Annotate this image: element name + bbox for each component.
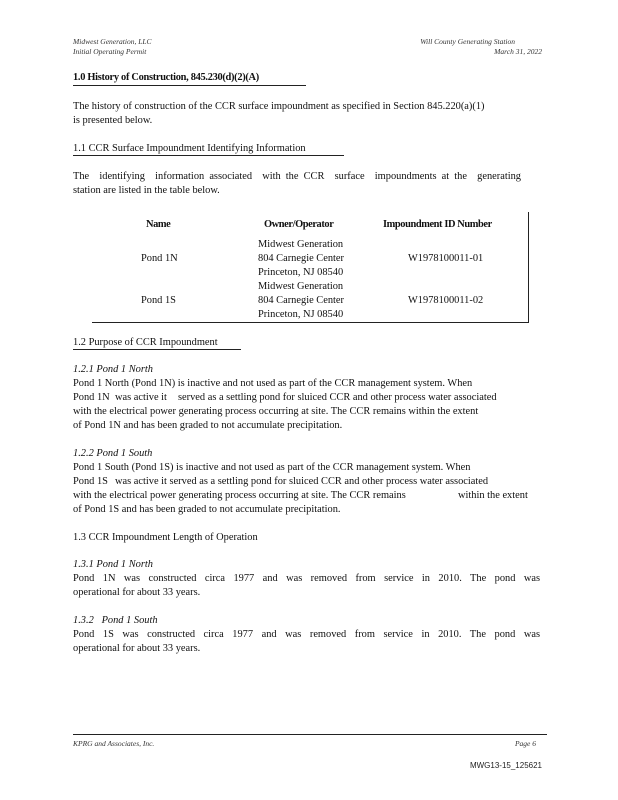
- cell-owner-line-2: 804 Carnegie Center: [258, 253, 344, 264]
- section-1-heading: 1.0 History of Construction, 845.230(d)(2)(A): [73, 72, 259, 83]
- table-header-owner: Owner/Operator: [264, 219, 334, 230]
- section-1-intro-line-2: is presented below.: [73, 115, 153, 126]
- section-1-2-2-line-1: Pond 1 South (Pond 1S) is inactive and not used as part of the CCR management system. When: [73, 462, 471, 473]
- section-1-3-heading: 1.3 CCR Impoundment Length of Operation: [73, 532, 258, 543]
- section-1-3-2-line-1: Pond 1S was constructed circa 1977 and was removed from service in 2010. The pond was: [73, 629, 540, 640]
- section-1-2-2-line-3a: with the electrical power generating process occurring at site. The CCR remains: [73, 490, 406, 501]
- section-1-2-2-line-2b: was active it served as a settling pond for sluiced CCR and other process water associated: [115, 476, 489, 487]
- cell-owner-line-1: Midwest Generation: [258, 239, 344, 250]
- header-company: Midwest Generation, LLC: [73, 37, 152, 46]
- cell-impoundment-id: W1978100011-02: [408, 295, 484, 306]
- footer-page-number: Page 6: [514, 739, 536, 748]
- cell-name: Pond 1N: [141, 253, 178, 264]
- section-1-2-heading: 1.2 Purpose of CCR Impoundment: [73, 337, 218, 348]
- cell-owner-line-2: 804 Carnegie Center: [258, 295, 344, 306]
- cell-owner-line-3: Princeton, NJ 08540: [258, 267, 344, 278]
- section-1-2-1-line-4: of Pond 1N and has been graded to not accumulate precipitation.: [73, 420, 343, 431]
- section-1-2-1-line-3: with the electrical power generating process occurring at site. The CCR remains within the extent: [73, 406, 479, 417]
- cell-owner-line-3: Princeton, NJ 08540: [258, 309, 344, 320]
- header-date: March 31, 2022: [494, 47, 542, 56]
- section-1-1-para-line-2: station are listed in the table below.: [73, 185, 220, 196]
- section-1-2-2-line-4: of Pond 1S and has been graded to not accumulate precipitation.: [73, 504, 341, 515]
- section-1-2-1-heading: 1.2.1 Pond 1 North: [73, 364, 153, 375]
- cell-name: Pond 1S: [141, 295, 176, 306]
- section-1-3-1-line-1: Pond 1N was constructed circa 1977 and was removed from service in 2010. The pond was: [73, 573, 540, 584]
- table-bottom-border: [92, 322, 529, 323]
- section-1-underline: [73, 85, 306, 86]
- table-header-name: Name: [146, 219, 171, 230]
- section-1-2-1-line-1: Pond 1 North (Pond 1N) is inactive and not used as part of the CCR management system. When: [73, 378, 473, 389]
- section-1-2-1-line-2c: served as a settling pond for sluiced CCR and other process water associated: [178, 392, 497, 403]
- footer-company: KPRG and Associates, Inc.: [73, 739, 155, 748]
- section-1-2-1-line-2a: Pond 1N: [73, 392, 110, 403]
- section-1-2-2-line-2a: Pond 1S: [73, 476, 108, 487]
- section-1-2-2-line-3b: within the extent: [458, 490, 528, 501]
- cell-impoundment-id: W1978100011-01: [408, 253, 484, 264]
- section-1-3-1-line-2: operational for about 33 years.: [73, 587, 201, 598]
- section-1-2-underline: [73, 349, 241, 350]
- section-1-2-2-heading: 1.2.2 Pond 1 South: [73, 448, 153, 459]
- section-1-intro-line-1: The history of construction of the CCR surface impoundment as specified in Section 845.220(a)(1): [73, 101, 485, 112]
- section-1-3-1-heading: 1.3.1 Pond 1 North: [73, 559, 153, 570]
- section-1-3-2-line-2: operational for about 33 years.: [73, 643, 201, 654]
- document-id-stamp: MWG13-15_125621: [469, 761, 542, 770]
- section-1-1-para-line-1: The identifying information associated with the CCR surface impoundments at the generating: [73, 171, 521, 182]
- section-1-2-1-line-2b: was active it: [115, 392, 167, 403]
- section-1-3-2-heading: 1.3.2 Pond 1 South: [73, 615, 158, 626]
- table-header-id: Impoundment ID Number: [383, 219, 492, 230]
- cell-owner-line-1: Midwest Generation: [258, 281, 344, 292]
- table-right-border: [528, 212, 529, 322]
- header-station: Will County Generating Station: [420, 37, 515, 46]
- header-doc-type: Initial Operating Permit: [73, 47, 147, 56]
- section-1-1-underline: [73, 155, 344, 156]
- footer-rule: [73, 734, 547, 735]
- section-1-1-heading: 1.1 CCR Surface Impoundment Identifying Information: [73, 143, 306, 154]
